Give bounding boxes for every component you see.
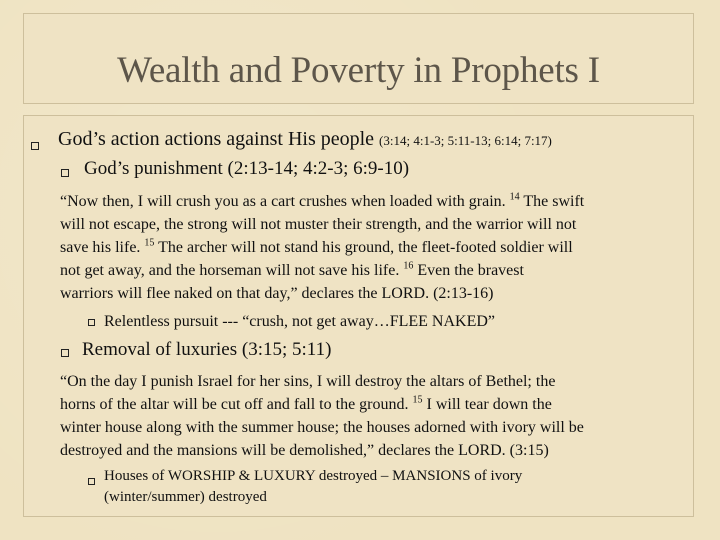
quote-text: save his life. — [60, 239, 141, 256]
quote-reference: . (3:15) — [501, 442, 549, 459]
punishment-quote-line-1 — [60, 190, 584, 213]
quote-text: Even the bravest — [417, 262, 524, 279]
verse-number: 14 — [509, 191, 520, 203]
lord-text: LORD — [458, 442, 502, 459]
bullet-icon — [61, 169, 69, 177]
houses-point-line-2: (winter/summer) destroyed — [104, 489, 267, 505]
punishment-quote-line-2: will not escape, the strong will not muster their strength, and the warrior will not — [60, 216, 577, 233]
luxuries-quote-line-4 — [60, 439, 549, 462]
luxuries-quote-line-1: “On the day I punish Israel for her sins, I will destroy the altars of Bethel; the — [60, 373, 556, 390]
quote-text: “Now then, I will crush you as a cart crushes when loaded with grain. — [60, 193, 506, 210]
verse-number: 15 — [412, 394, 423, 406]
main-point — [58, 128, 552, 151]
verse-number: 15 — [144, 237, 155, 249]
quote-text: warriors will flee naked on that day,” declares the — [60, 285, 378, 302]
punishment-quote-line-5 — [60, 282, 494, 305]
luxuries-quote-line-2 — [60, 393, 552, 416]
main-point-refs: (3:14; 4:1-3; 5:11-13; 6:14; 7:17) — [379, 133, 552, 148]
quote-text: I will tear down the — [426, 396, 552, 413]
luxuries-quote-line-3: winter house along with the summer house; the houses adorned with ivory will be — [60, 419, 584, 436]
title-box — [23, 13, 694, 104]
slide-title: Wealth and Poverty in Prophets I — [117, 50, 600, 91]
punishment-heading: God’s punishment (2:13-14; 4:2-3; 6:9-10) — [84, 158, 410, 179]
bullet-icon — [61, 349, 69, 357]
bullet-icon — [31, 142, 39, 150]
bullet-icon — [88, 478, 95, 485]
quote-text: The archer will not stand his ground, the fleet-footed soldier will — [158, 239, 573, 256]
verse-number: 16 — [403, 260, 414, 272]
pursuit-point: Relentless pursuit --- “crush, not get away…FLEE NAKED” — [104, 313, 496, 330]
quote-text: horns of the altar will be cut off and fall to the ground. — [60, 396, 409, 413]
bullet-icon — [88, 319, 95, 326]
main-point-label: God’s action actions against His people — [58, 128, 375, 150]
quote-text: not get away, and the horseman will not save his life. — [60, 262, 400, 279]
punishment-quote-line-4 — [60, 259, 524, 282]
quote-text: destroyed and the mansions will be demolished,” declares the — [60, 442, 455, 459]
quote-text: The swift — [523, 193, 585, 210]
luxuries-heading: Removal of luxuries (3:15; 5:11) — [82, 339, 332, 360]
houses-point-line-1: Houses of WORSHIP & LUXURY destroyed – MANSIONS of ivory — [104, 468, 523, 484]
lord-text: LORD — [381, 285, 426, 302]
punishment-quote-line-3 — [60, 236, 573, 259]
quote-reference: . (2:13-16) — [425, 285, 494, 302]
